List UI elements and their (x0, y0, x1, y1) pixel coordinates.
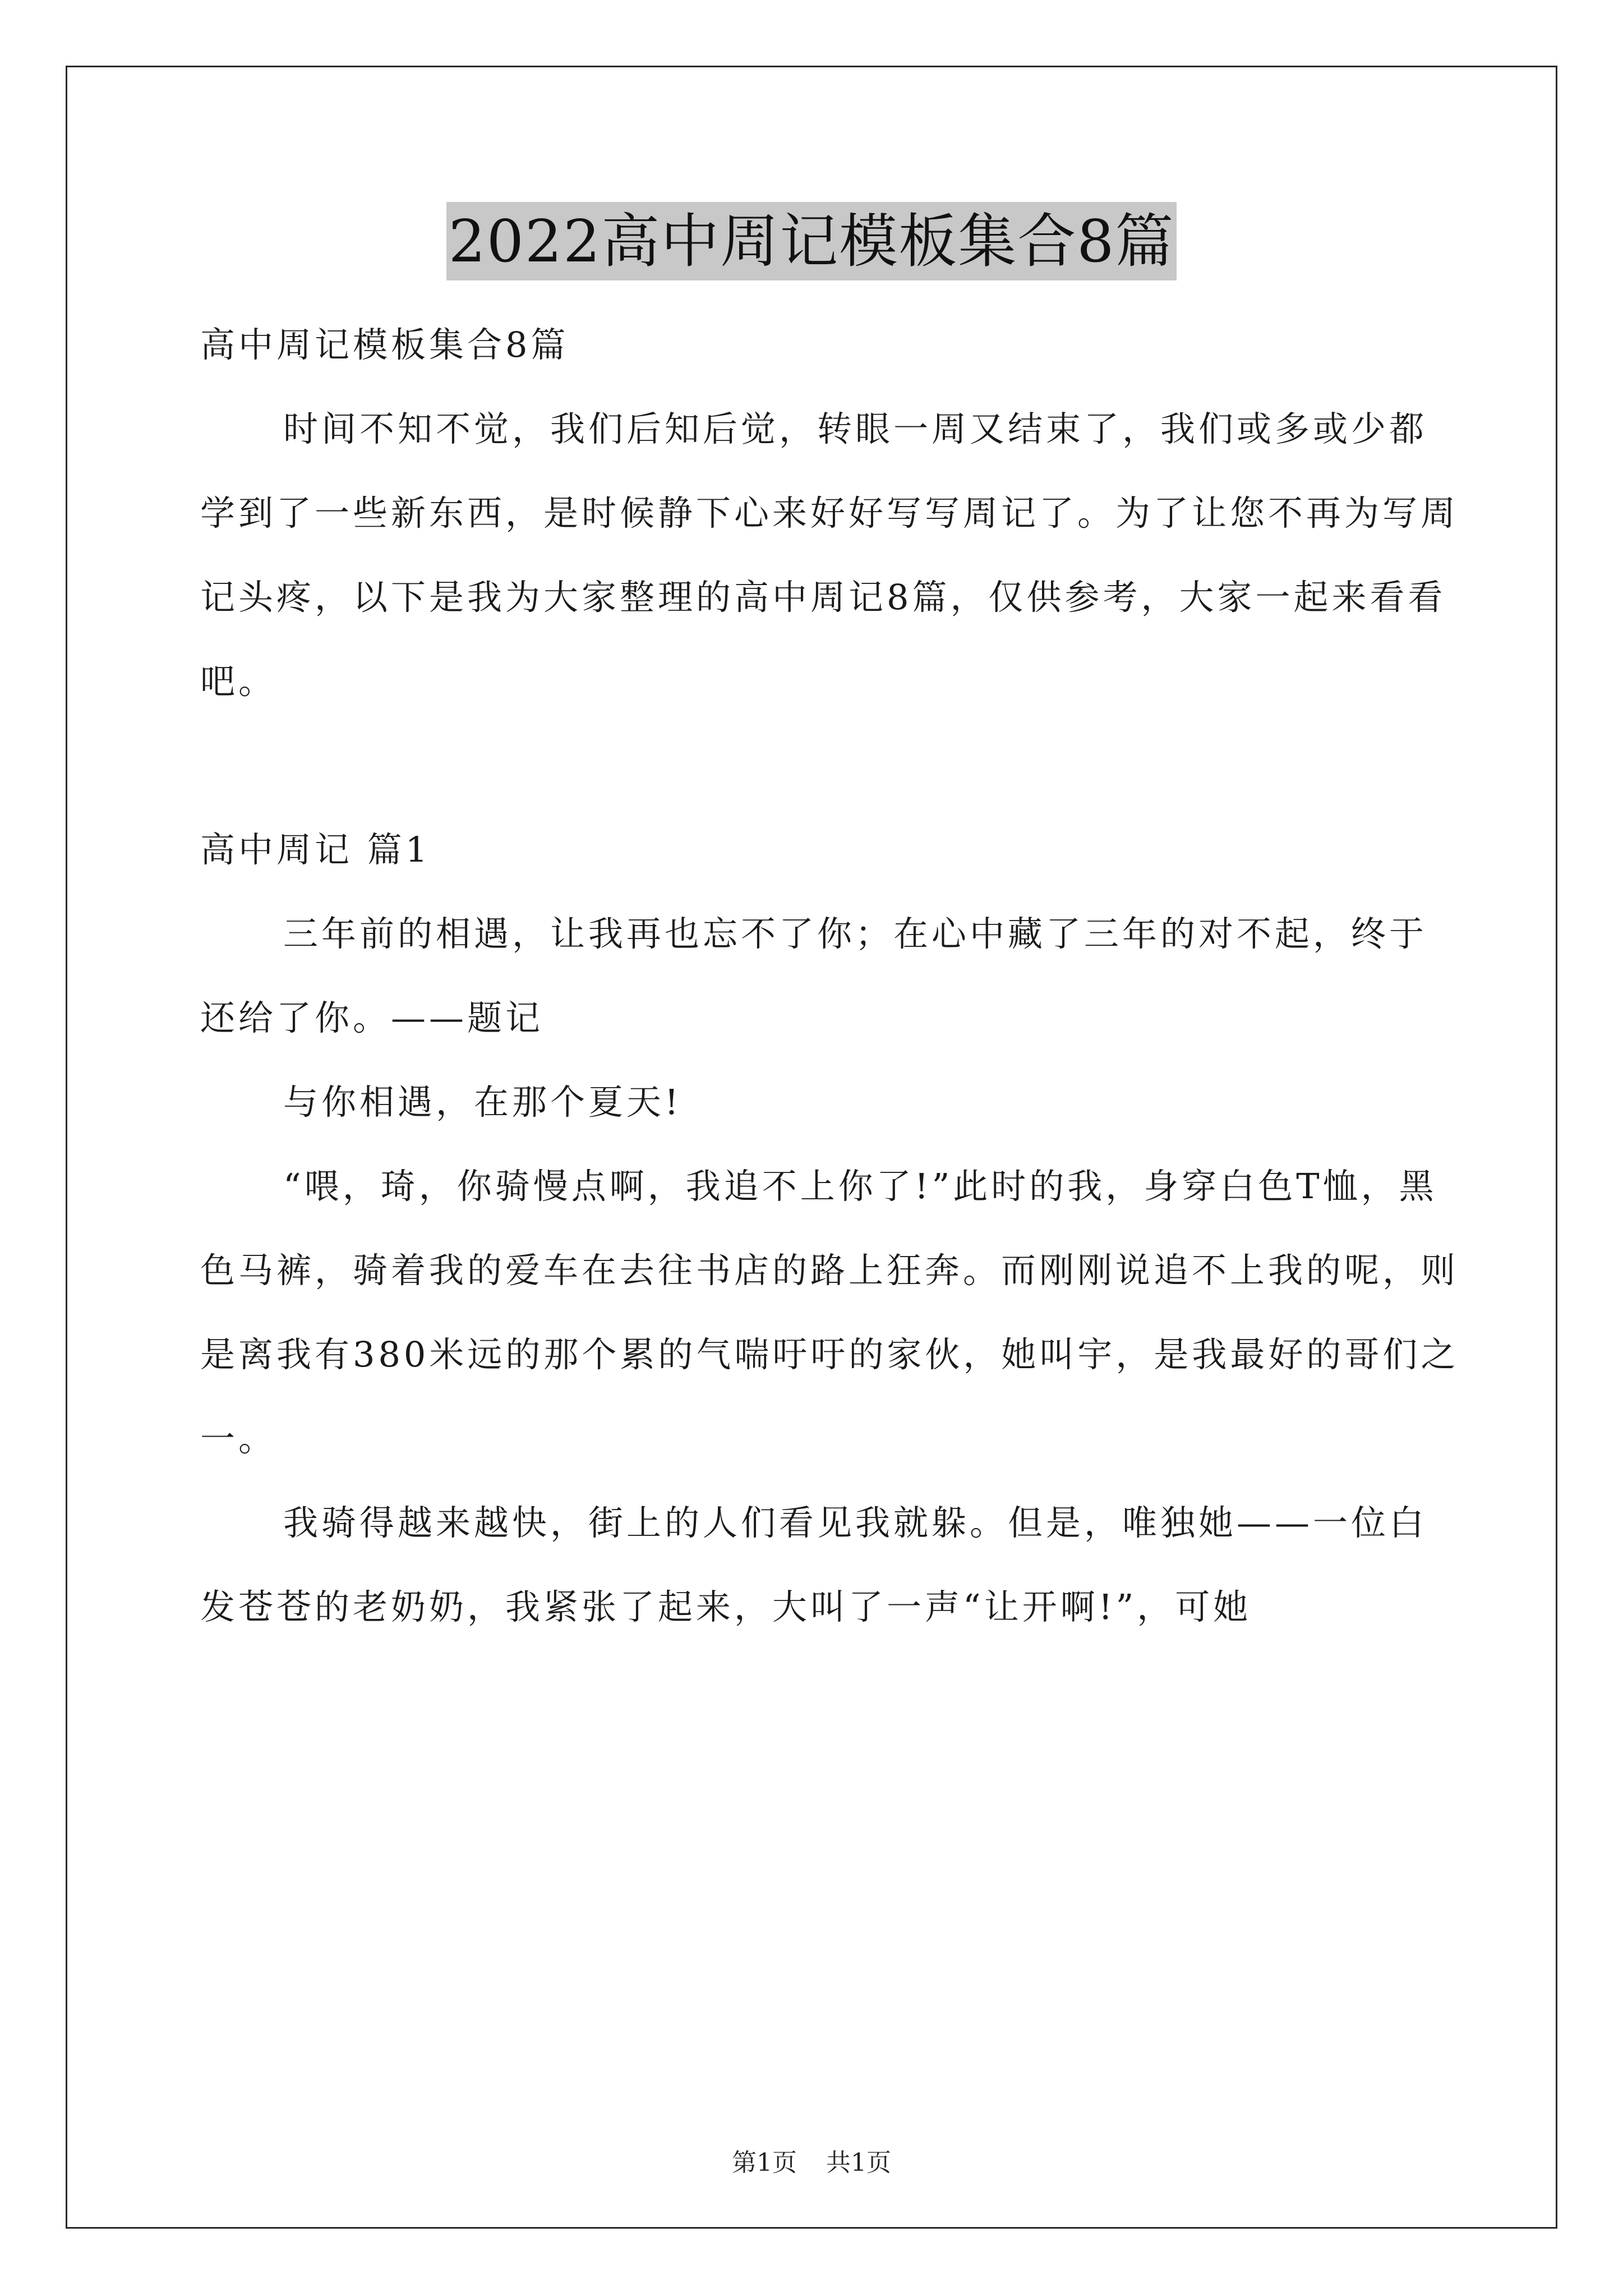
section-spacer (200, 724, 1462, 808)
epigraph-paragraph: 三年前的相遇，让我再也忘不了你；在心中藏了三年的对不起，终于还给了你。——题记 (200, 913, 1428, 1038)
title-container (0, 202, 1623, 280)
document-body (200, 303, 1462, 1649)
subtitle: 高中周记模板集合8篇 (200, 324, 569, 365)
intro-paragraph: 时间不知不觉，我们后知后觉，转眼一周又结束了，我们或多或少都学到了一些新东西，是时候静下心来好好写写周记了。为了让您不再为写周记头疼，以下是我为大家整理的高中周记8篇，仅供参考，大家一起来看看吧。 (200, 408, 1459, 702)
section-heading: 高中周记 篇1 (200, 829, 431, 870)
body-paragraph: 我骑得越来越快，街上的人们看见我就躲。但是，唯独她——一位白发苍苍的老奶奶，我紧张了起来，大叫了一声“让开啊!”，可她 (200, 1502, 1428, 1627)
page-footer (0, 2146, 1623, 2180)
page-total: 共1页 (826, 2148, 891, 2177)
body-paragraph: 与你相遇，在那个夏天! (283, 1082, 682, 1122)
page-number: 第1页 (732, 2148, 797, 2177)
body-paragraph: “喂，琦，你骑慢点啊，我追不上你了!”此时的我，身穿白色T恤，黑色马裤，骑着我的爱车在去往书店的路上狂奔。而刚刚说追不上我的呢，则是离我有380米远的那个累的气喘吁吁的家伙，她叫宇，是我最好的哥们之一。 (200, 1166, 1459, 1459)
document-title: 2022高中周记模板集合8篇 (446, 202, 1177, 280)
